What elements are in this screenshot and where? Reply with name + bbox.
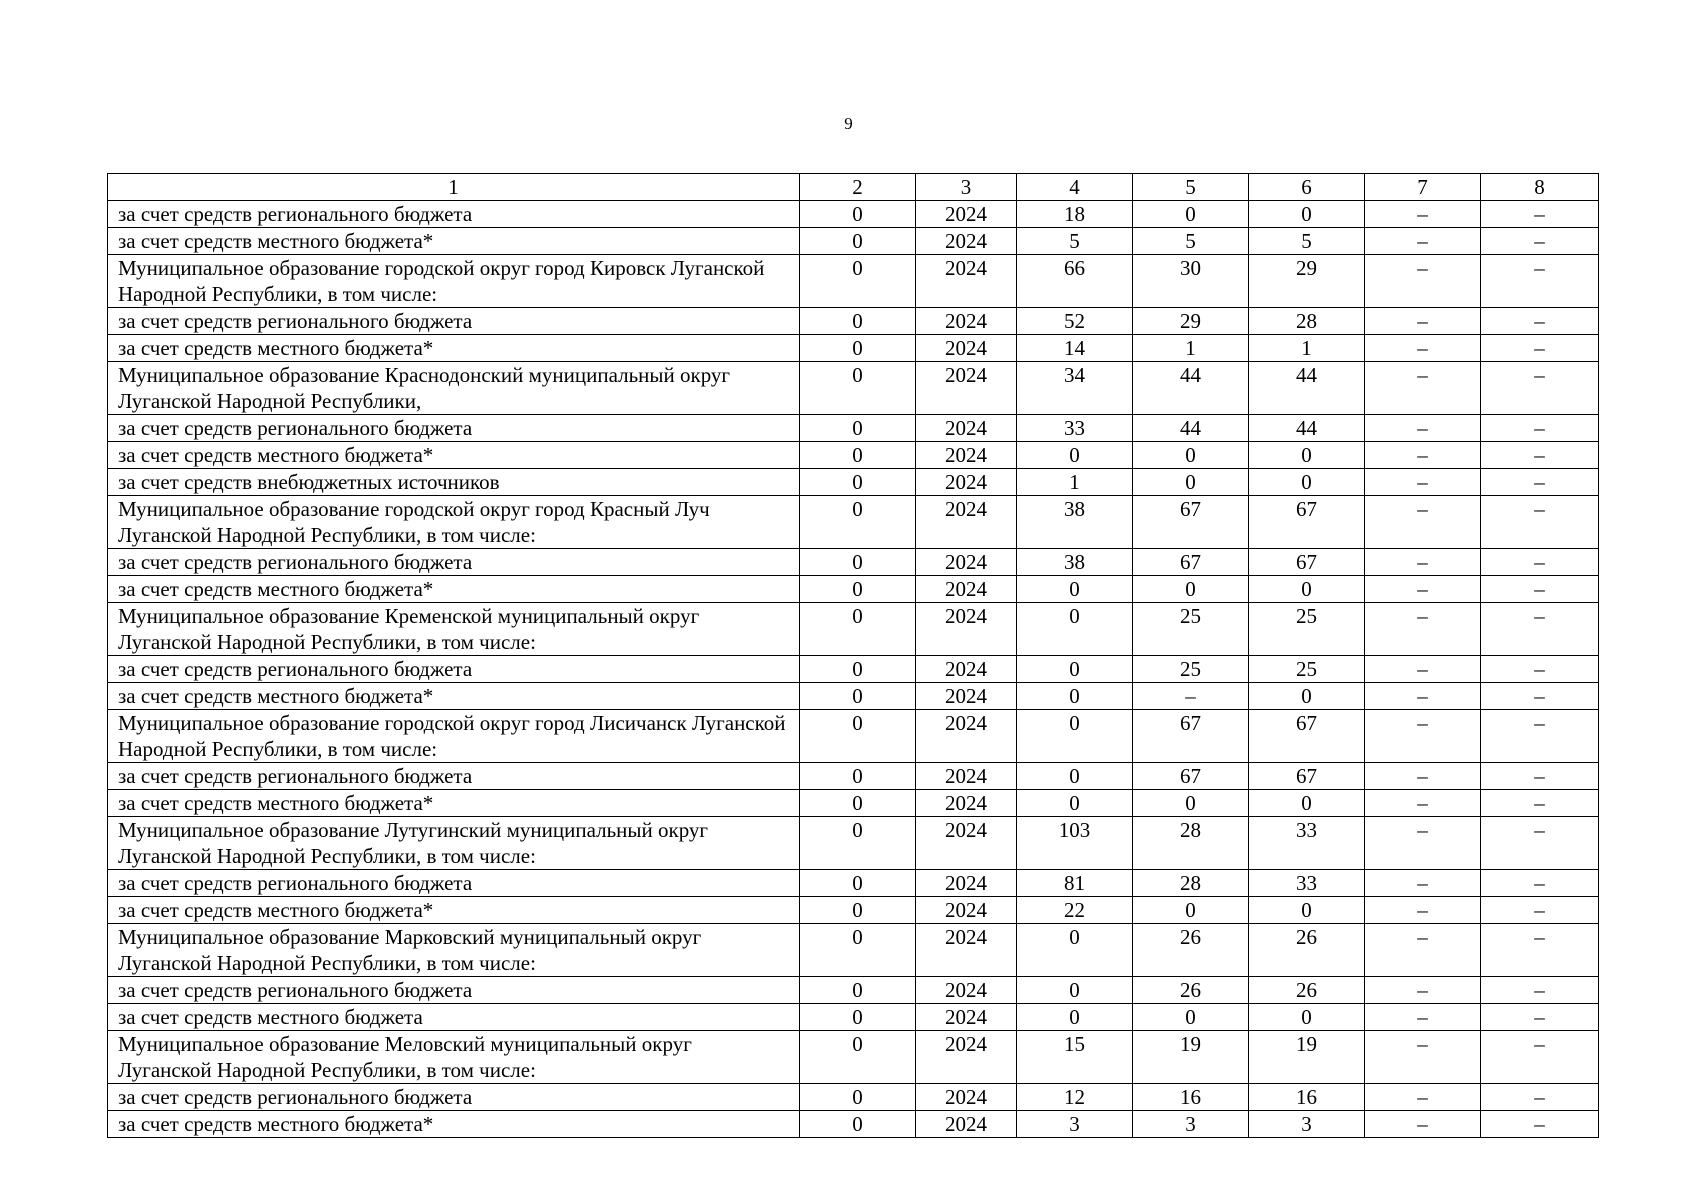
table-cell: 2024 [916,790,1017,817]
table-cell: 0 [1017,576,1133,603]
column-header: 6 [1249,174,1365,201]
table-cell: – [1481,255,1599,308]
table-cell: 2024 [916,763,1017,790]
table-cell: 33 [1249,817,1365,870]
table-cell: – [1481,1084,1599,1111]
table-cell: 44 [1249,362,1365,415]
row-label: за счет средств местного бюджета* [108,790,800,817]
row-label: Муниципальное образование Кременской муниципальный округ Луганской Народной Республики, в том числе: [108,603,800,656]
table-cell: 25 [1133,603,1249,656]
row-label: за счет средств регионального бюджета [108,977,800,1004]
table-cell: 2024 [916,977,1017,1004]
table-cell: 34 [1017,362,1133,415]
table-cell: – [1365,763,1481,790]
table-cell: 2024 [916,335,1017,362]
table-cell: 12 [1017,1084,1133,1111]
table-cell: – [1365,496,1481,549]
table-cell: – [1481,469,1599,496]
table-cell: 0 [1133,442,1249,469]
table-cell: – [1481,790,1599,817]
row-label: за счет средств регионального бюджета [108,549,800,576]
table-cell: – [1365,656,1481,683]
row-label: Муниципальное образование Марковский муниципальный округ Луганской Народной Республики, в том числе: [108,924,800,977]
row-label: за счет средств местного бюджета* [108,897,800,924]
table-cell: 2024 [916,228,1017,255]
table-cell: 0 [800,710,916,763]
table-cell: 81 [1017,870,1133,897]
table-cell: 2024 [916,1031,1017,1084]
row-label: за счет средств регионального бюджета [108,763,800,790]
table-cell: 0 [800,1084,916,1111]
table-cell: 0 [800,362,916,415]
row-label: за счет средств местного бюджета* [108,228,800,255]
table-cell: 1 [1133,335,1249,362]
column-header: 7 [1365,174,1481,201]
table-cell: – [1481,1004,1599,1031]
table-cell: 0 [1017,1004,1133,1031]
table-cell: 19 [1133,1031,1249,1084]
column-header: 5 [1133,174,1249,201]
row-label: за счет средств местного бюджета* [108,576,800,603]
table-cell: – [1365,603,1481,656]
table-cell: 19 [1249,1031,1365,1084]
table-cell: 33 [1249,870,1365,897]
table-row [108,790,1599,817]
table-cell: 2024 [916,496,1017,549]
table-cell: – [1365,977,1481,1004]
table-cell: 0 [1133,790,1249,817]
table-cell: – [1133,683,1249,710]
table-cell: 2024 [916,1084,1017,1111]
row-label: за счет средств местного бюджета [108,1004,800,1031]
table-cell: 28 [1133,870,1249,897]
table-cell: – [1365,576,1481,603]
table-cell: – [1365,870,1481,897]
table-cell: 2024 [916,1004,1017,1031]
table-cell: 0 [1249,897,1365,924]
table-cell: 25 [1249,603,1365,656]
table-cell: 0 [800,656,916,683]
table-cell: 25 [1133,656,1249,683]
row-label: за счет средств регионального бюджета [108,1084,800,1111]
table-cell: 18 [1017,201,1133,228]
table-cell: 0 [800,442,916,469]
table-cell: 0 [800,683,916,710]
table-row [108,1004,1599,1031]
table-row [108,683,1599,710]
table-cell: 0 [800,817,916,870]
table-cell: 5 [1249,228,1365,255]
table-row [108,469,1599,496]
table-cell: 67 [1133,549,1249,576]
table-cell: 28 [1133,817,1249,870]
column-header: 1 [108,174,800,201]
table-cell: 26 [1133,977,1249,1004]
table-row [108,763,1599,790]
table-cell: 0 [1017,710,1133,763]
table-cell: – [1481,656,1599,683]
table-cell: 2024 [916,1111,1017,1138]
table-cell: 0 [1017,442,1133,469]
table-cell: 0 [1017,977,1133,1004]
row-label: за счет средств регионального бюджета [108,656,800,683]
column-header: 3 [916,174,1017,201]
table-cell: 0 [800,1111,916,1138]
table-cell: – [1481,442,1599,469]
table-cell: 2024 [916,924,1017,977]
table-cell: – [1481,1031,1599,1084]
table-cell: 0 [800,897,916,924]
table-cell: 22 [1017,897,1133,924]
table-cell: 0 [1017,790,1133,817]
table-cell: 0 [1133,1004,1249,1031]
table-cell: 0 [1249,683,1365,710]
table-cell: 0 [1017,683,1133,710]
table-row [108,415,1599,442]
table-cell: – [1481,603,1599,656]
table-cell: – [1481,549,1599,576]
table-row [108,1031,1599,1084]
table-cell: 103 [1017,817,1133,870]
table-cell: 0 [1017,656,1133,683]
table-cell: 0 [800,549,916,576]
table-row [108,308,1599,335]
table-cell: – [1365,683,1481,710]
row-label: Муниципальное образование городской округ город Красный Луч Луганской Народной Республики, в том числе: [108,496,800,549]
table-cell: – [1365,790,1481,817]
column-header: 2 [800,174,916,201]
table-cell: – [1481,683,1599,710]
row-label: за счет средств регионального бюджета [108,870,800,897]
table-cell: – [1481,308,1599,335]
table-cell: – [1481,977,1599,1004]
table-cell: – [1481,201,1599,228]
table-cell: 0 [800,335,916,362]
table-cell: 67 [1249,496,1365,549]
table-cell: – [1365,549,1481,576]
table-cell: – [1481,228,1599,255]
table-cell: 1 [1249,335,1365,362]
table-cell: 0 [1017,763,1133,790]
table-cell: 67 [1249,710,1365,763]
table-cell: 0 [800,415,916,442]
table-cell: 2024 [916,817,1017,870]
table-row [108,710,1599,763]
table-cell: 0 [800,308,916,335]
table-row [108,496,1599,549]
table-cell: 0 [1249,790,1365,817]
table-cell: 0 [1249,442,1365,469]
table-cell: – [1481,763,1599,790]
table-cell: 29 [1133,308,1249,335]
table-cell: – [1365,924,1481,977]
table-row [108,656,1599,683]
table-cell: 0 [1249,576,1365,603]
table-cell: 0 [1133,469,1249,496]
table-cell: 2024 [916,870,1017,897]
table-cell: – [1365,710,1481,763]
table-row [108,897,1599,924]
table-cell: 0 [800,977,916,1004]
table-cell: 1 [1017,469,1133,496]
table-cell: – [1481,870,1599,897]
table-cell: 14 [1017,335,1133,362]
row-label: Муниципальное образование городской округ город Лисичанск Луганской Народной Республики, в том числе: [108,710,800,763]
table-cell: – [1365,255,1481,308]
column-header: 4 [1017,174,1133,201]
table-cell: 0 [800,496,916,549]
row-label: за счет средств местного бюджета* [108,683,800,710]
table-cell: 2024 [916,897,1017,924]
table-cell: – [1365,469,1481,496]
table-cell: 5 [1017,228,1133,255]
row-label: за счет средств местного бюджета* [108,1111,800,1138]
table-cell: – [1481,576,1599,603]
table-cell: 0 [800,576,916,603]
table-cell: 0 [800,603,916,656]
table-cell: 25 [1249,656,1365,683]
table-cell: 44 [1249,415,1365,442]
row-label: Муниципальное образование Меловский муниципальный округ Луганской Народной Республики, в том числе: [108,1031,800,1084]
table-cell: 16 [1133,1084,1249,1111]
table-cell: 0 [1249,1004,1365,1031]
table-cell: 2024 [916,362,1017,415]
table-cell: – [1365,897,1481,924]
table-cell: 26 [1133,924,1249,977]
table-cell: 16 [1249,1084,1365,1111]
table-cell: 0 [1133,576,1249,603]
table-cell: 0 [1249,201,1365,228]
table-cell: 3 [1017,1111,1133,1138]
table-row [108,201,1599,228]
table-cell: – [1365,362,1481,415]
table-cell: 67 [1249,763,1365,790]
column-header: 8 [1481,174,1599,201]
row-label: за счет средств местного бюджета* [108,335,800,362]
table-cell: 38 [1017,549,1133,576]
table-cell: 0 [800,228,916,255]
row-label: за счет средств регионального бюджета [108,415,800,442]
table-cell: 5 [1133,228,1249,255]
table-cell: – [1481,924,1599,977]
table-cell: 0 [800,255,916,308]
table-row [108,977,1599,1004]
table-cell: – [1365,228,1481,255]
table-cell: 0 [1133,201,1249,228]
table-cell: 2024 [916,603,1017,656]
table-cell: – [1365,1004,1481,1031]
page-number: 9 [844,114,853,133]
table-cell: 0 [1133,897,1249,924]
table-cell: 2024 [916,576,1017,603]
table-header-row [108,174,1599,201]
table-cell: 2024 [916,308,1017,335]
table-row [108,1111,1599,1138]
table-row [108,255,1599,308]
table-row [108,442,1599,469]
table-cell: 2024 [916,415,1017,442]
table-cell: 26 [1249,977,1365,1004]
table-cell: – [1481,335,1599,362]
table-row [108,362,1599,415]
table-cell: – [1365,817,1481,870]
table-cell: 67 [1133,496,1249,549]
table-row [108,924,1599,977]
table-row [108,817,1599,870]
table-cell: – [1365,201,1481,228]
table-cell: 33 [1017,415,1133,442]
row-label: Муниципальное образование Лутугинский муниципальный округ Луганской Народной Республики, в том числе: [108,817,800,870]
table-cell: 2024 [916,255,1017,308]
row-label: за счет средств внебюджетных источников [108,469,800,496]
table-cell: – [1481,1111,1599,1138]
table-cell: – [1365,1031,1481,1084]
table-cell: 67 [1249,549,1365,576]
table-cell: 26 [1249,924,1365,977]
table-cell: 44 [1133,362,1249,415]
table-cell: 0 [1249,469,1365,496]
table-cell: – [1481,897,1599,924]
table-cell: 0 [800,924,916,977]
table-cell: 0 [800,201,916,228]
table-row [108,603,1599,656]
table-cell: 0 [800,763,916,790]
table-cell: 0 [800,1031,916,1084]
table-body [108,174,1599,1138]
table-cell: 2024 [916,201,1017,228]
table-cell: 0 [800,1004,916,1031]
table-cell: 30 [1133,255,1249,308]
table-cell: 3 [1249,1111,1365,1138]
table-cell: – [1365,308,1481,335]
row-label: за счет средств регионального бюджета [108,201,800,228]
table-cell: 38 [1017,496,1133,549]
table-cell: – [1481,710,1599,763]
table-cell: 52 [1017,308,1133,335]
table-cell: – [1481,496,1599,549]
table-cell: 2024 [916,442,1017,469]
table-cell: 2024 [916,656,1017,683]
table-row [108,228,1599,255]
table-cell: 0 [1017,603,1133,656]
table-cell: 2024 [916,549,1017,576]
table-row [108,1084,1599,1111]
table-cell: – [1365,442,1481,469]
row-label: Муниципальное образование городской округ город Кировск Луганской Народной Республики, в том числе: [108,255,800,308]
table-cell: 0 [800,469,916,496]
table-cell: 2024 [916,683,1017,710]
table-cell: 2024 [916,710,1017,763]
table-cell: – [1481,415,1599,442]
table-cell: – [1365,335,1481,362]
table-cell: – [1365,1111,1481,1138]
data-table [107,173,1599,1138]
table-cell: 28 [1249,308,1365,335]
row-label: за счет средств регионального бюджета [108,308,800,335]
table-cell: – [1481,362,1599,415]
table-row [108,870,1599,897]
table-row [108,335,1599,362]
table-cell: – [1365,1084,1481,1111]
table-cell: 2024 [916,469,1017,496]
table-cell: 66 [1017,255,1133,308]
table-cell: 0 [1017,924,1133,977]
table-cell: 0 [800,870,916,897]
table-cell: 15 [1017,1031,1133,1084]
row-label: за счет средств местного бюджета* [108,442,800,469]
table-cell: 3 [1133,1111,1249,1138]
table-cell: 67 [1133,710,1249,763]
table-row [108,576,1599,603]
table-cell: – [1481,817,1599,870]
table-cell: 0 [800,790,916,817]
row-label: Муниципальное образование Краснодонский муниципальный округ Луганской Народной Республики, [108,362,800,415]
table-cell: 67 [1133,763,1249,790]
table-cell: 29 [1249,255,1365,308]
table-cell: – [1365,415,1481,442]
table-row [108,549,1599,576]
table-cell: 44 [1133,415,1249,442]
